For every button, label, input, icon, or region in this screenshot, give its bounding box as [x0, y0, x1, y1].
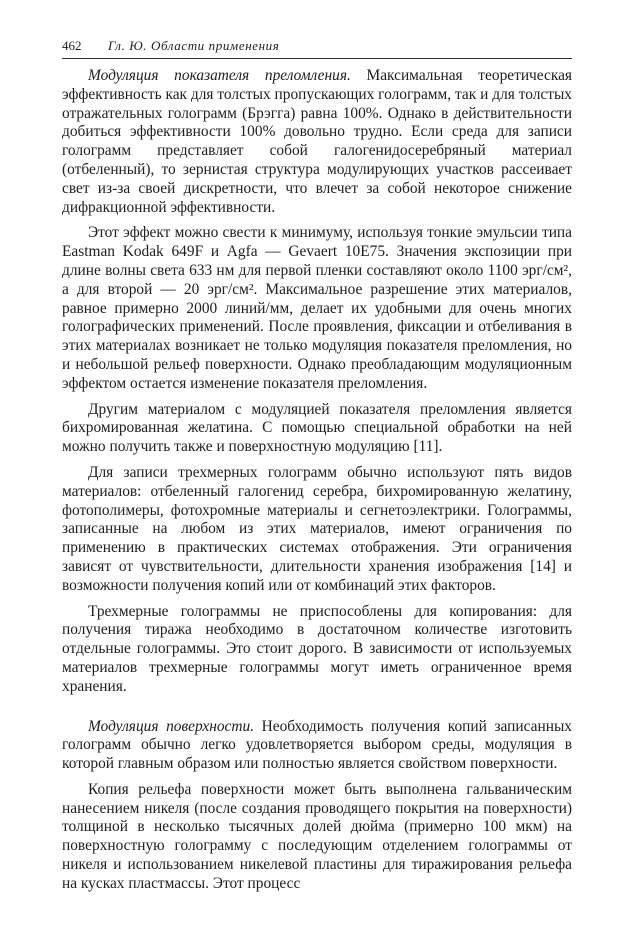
- paragraph-text: Для записи трехмерных голограмм обычно используют пять видов материалов: отбеленный галогенид серебра, бихромированную желатину, фотополимеры, фотохромные материалы и сегнетоэлектрики. Голограммы, записанные на любом из этих материалов, имеют ограничения по применению в практических системах отображения. Эти ограничения зависят от чувствительности, длительности хранения изображения [14] и возможности получения копий или от комбинаций этих факторов.: [62, 463, 572, 594]
- paragraph-text: Необходимость получения копий записанных голограмм обычно легко удовлетворяется выбором среды, модуляция в которой главным образом или полностью является свойством поверхности.: [62, 717, 572, 773]
- page-number: 462: [62, 38, 82, 53]
- paragraph-volume-hologram-materials: [62, 464, 572, 596]
- paragraph-copying-limitations: [62, 603, 572, 697]
- paragraph-nickel-replication: [62, 781, 572, 894]
- paragraph-dichromated-gelatin: [62, 401, 572, 457]
- paragraph-refractive-index-modulation: [62, 67, 572, 217]
- paragraph-text: Другим материалом с модуляцией показателя преломления является бихромированная желатина. С помощью специальной обработки на ней можно получить также и поверхностную модуляцию [11].: [62, 400, 572, 456]
- section-heading-refractive-index-modulation: Модуляция показателя преломления.: [88, 67, 351, 84]
- book-page: [62, 36, 572, 894]
- paragraph-text: Максимальная теоретическая эффективность как для толстых пропускающих голограмм, так и для толстых отражательных голограмм (Брэгга) равна 100%. Однако в действительности добиться эффективности 100% довольно трудно. Если среда для записи голограмм представляет собой галогенидосеребряный материал (отбеленный), то зернистая структура модулирующих участков рассеивает свет из-за своей дискретности, что влечет за собой некоторое снижение дифракционной эффективности.: [62, 67, 572, 216]
- section-heading-surface-modulation: Модуляция поверхности.: [88, 717, 255, 735]
- body-text: [62, 67, 572, 894]
- running-header: [62, 36, 572, 59]
- paragraph-text: Копия рельефа поверхности может быть выполнена гальваническим нанесением никеля (после создания проводящего покрытия на поверхности) толщиной в несколько тысячных долей дюйма (примерно 100 мкм) на поверхностную голограмму с последующим отделением голограммы от никеля и использованием никелевой пластины для тиражирования рельефа на кусках пластмассы. Этот процесс: [62, 780, 572, 892]
- running-title: Гл. Ю. Области применения: [108, 38, 280, 53]
- paragraph-surface-modulation: [62, 718, 572, 774]
- paragraph-text: Трехмерные голограммы не приспособлены для копирования: для получения тиража необходимо в достаточном количестве изготовить отдельные голограммы. Это стоит дорого. В зависимости от используемых материалов трехмерные голограммы могут иметь ограниченное время хранения.: [62, 602, 572, 695]
- paragraph-text: Этот эффект можно свести к минимуму, используя тонкие эмульсии типа Eastman Kodak 649F и Agfa — Gevaert 10E75. Значения экспозиции при длине волны света 633 нм для первой пленки составляют около 1100 эрг/см², а для второй — 20 эрг/см². Максимальное разрешение этих материалов, равное примерно 2000 линий/мм, делает их удобными для очень многих голографических применений. После проявления, фиксации и отбеливания в этих материалах возникает не только модуляция показателя преломления, но и небольшой рельеф поверхности. Однако преобладающим модуляционным эффектом остается изменение показателя преломления.: [62, 224, 572, 392]
- paragraph-thin-emulsions: [62, 224, 572, 393]
